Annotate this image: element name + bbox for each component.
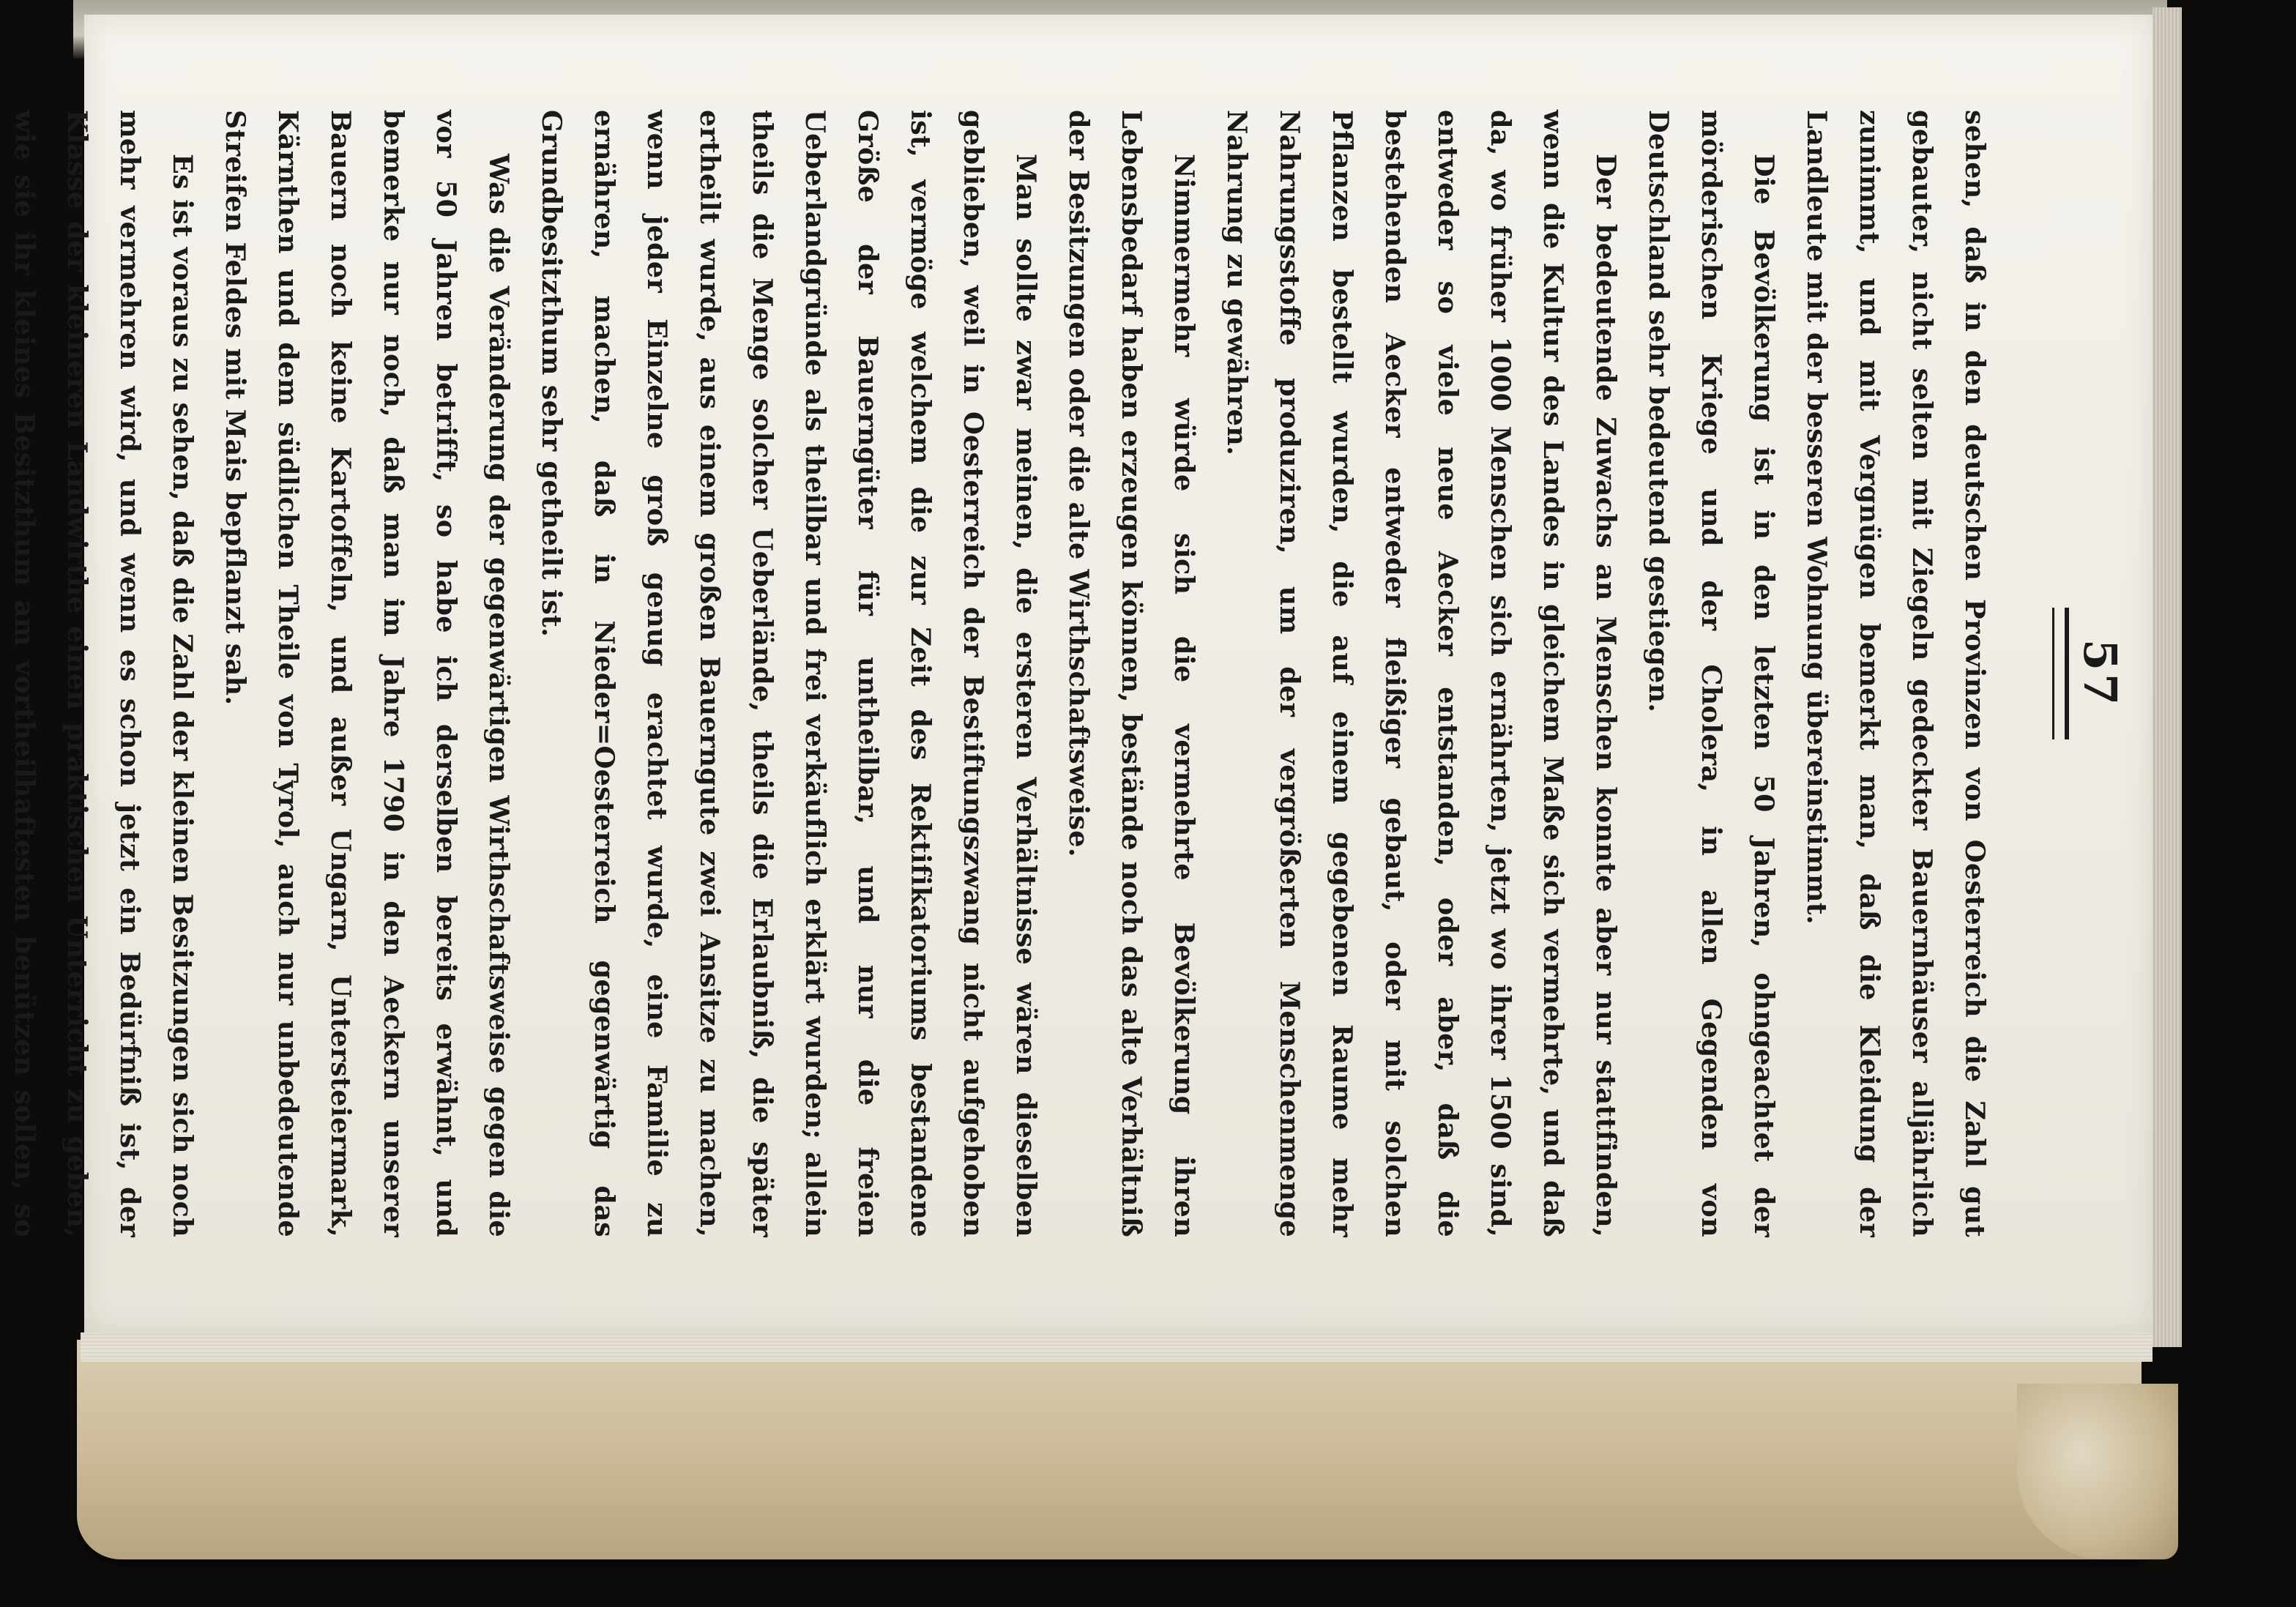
page-content-rotated [9,110,2127,1237]
book-cover-board [77,1340,2142,1559]
paragraph: Die Bevölkerung ist in den letzten 50 Jahren, ohngeachtet der mörderischen Kriege und der Cholera, in allen Gegenden von Deutschland sehr bedeutend gestiegen. [1643,110,1780,1237]
page-block-side [2152,7,2182,1347]
paragraph: Es ist voraus zu sehen, daß die Zahl der kleinen Besitzungen sich noch mehr vermehren wird, und wenn es schon jetzt ein Bedürfniß ist, der Klasse der kleineren Landwirthe einen praktischen Unterricht zu geben, wie sie ihr kleines Besitzthum am vortheilhaftesten benützen sollen, so [9,110,198,1237]
paragraph: sehen, daß in den deutschen Provinzen von Oesterreich die Zahl gut gebauter, nicht selten mit Ziegeln gedeckter Bauernhäuser alljährlich zunimmt, und mit Vergnügen bemerkt man, daß die Kleidung der Landleute mit der besseren Wohnung übereinstimmt. [1801,110,1991,1237]
paragraph: Man sollte zwar meinen, die ersteren Verhältnisse wären dieselben geblieben, weil in Oesterreich der Bestiftungszwang nicht aufgehoben ist, vermöge welchem die zur Zeit des Rektifikatoriums bestandene Größe der Bauerngüter für untheilbar, und nur die freien Ueberlandgründe als theilbar und frei verkäuflich erklärt wurden; allein theils die Menge solcher Ueberlände, theils die Erlaubniß, die später ertheilt wurde, aus einem großen Bauerngute zwei Ansitze zu machen, wenn jeder Einzelne groß genug erachtet wurde, eine Familie zu ernähren, machen, daß in Nieder=Oesterreich gegenwärtig das Grundbesitzthum sehr getheilt ist. [536,110,1042,1237]
page-block-edge [81,1332,2152,1362]
paragraph: Der bedeutende Zuwachs an Menschen konnte aber nur stattfinden, wenn die Kultur des Landes in gleichem Maße sich vermehrte, und daß da, wo früher 1000 Menschen sich ernährten, jetzt wo ihrer 1500 sind, entweder so viele neue Aecker entstanden, oder aber, daß die bestehenden Aecker entweder fleißiger gebaut, oder mit solchen Pflanzen bestellt wurden, die auf einem gegebenen Raume mehr Nahrungsstoffe produziren, um der vergrößerten Menschenmenge Nahrung zu gewähren. [1221,110,1622,1237]
page-number: 57 [2073,638,2127,709]
header-rule [2052,608,2069,739]
paragraph: Was die Veränderung der gegenwärtigen Wirthschaftsweise gegen die vor 50 Jahren betrifft, so habe ich derselben bereits erwähnt, und bemerke nur noch, daß man im Jahre 1790 in den Aeckern unserer Bauern noch keine Kartoffeln, und außer Ungarn, Untersteiermark, Kärnthen und dem südlichen Theile von Tyrol, auch nur unbedeutende Streifen Feldes mit Mais bepflanzt sah. [220,110,515,1237]
paragraph: Nimmermehr würde sich die vermehrte Bevölkerung ihren Lebensbedarf haben erzeugen können, bestände noch das alte Verhältniß der Besitzungen oder die alte Wirthschaftsweise. [1063,110,1200,1237]
